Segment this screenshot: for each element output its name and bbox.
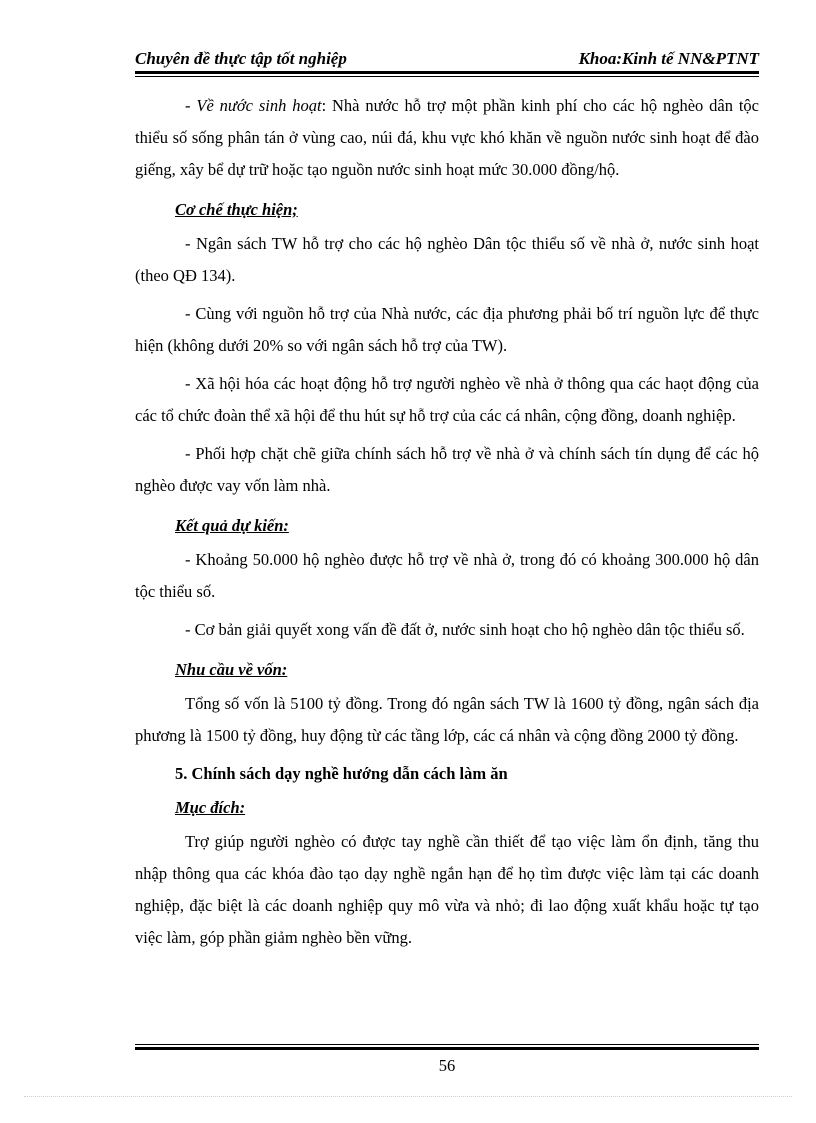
page-header: [135, 49, 759, 71]
paragraph-results-land-water: - Cơ bản giải quyết xong vấn đề đất ở, nước sinh hoạt cho hộ nghèo dân tộc thiểu số.: [185, 620, 745, 639]
paragraph-socialization: - Xã hội hóa các hoạt động hỗ trợ người nghèo về nhà ở thông qua các haọt động của các tổ chức đoàn thể xã hội để thu hút sự hỗ trợ của các cá nhân, cộng đồng, doanh nghiệp.: [135, 374, 759, 425]
paragraph-water-support: [135, 90, 759, 186]
page-bottom-dotted-border: [24, 1096, 792, 1097]
paragraph-capital-total: Tổng số vốn là 5100 tỷ đồng. Trong đó ngân sách TW là 1600 tỷ đồng, ngân sách địa phương là 1500 tỷ đồng, huy động từ các tầng lớp, các cá nhân và cộng đồng 2000 tỷ đồng.: [135, 694, 759, 745]
footer-rule-thick: [135, 1047, 759, 1050]
header-rule-thick: [135, 71, 759, 74]
header-left-title: Chuyên đề thực tập tốt nghiệp: [135, 49, 347, 68]
page-number: 56: [438, 1056, 456, 1075]
footer-rule-thin: [135, 1044, 759, 1045]
header-rule-thin: [135, 76, 759, 77]
paragraph-purpose: Trợ giúp người nghèo có được tay nghề cần thiết để tạo việc làm ổn định, tăng thu nhập thông qua các khóa đào tạo dạy nghề ngắn hạn để họ tìm được việc làm tại các doanh nghiệp, đặc biệt là các doanh nghiệp quy mô vừa và nhỏ; đi lao động xuất khẩu hoặc tự tạo việc làm, góp phần giảm nghèo bền vững.: [135, 832, 759, 947]
heading-capital-needs: Nhu cầu về vốn:: [175, 660, 288, 679]
paragraph-results-housing: - Khoảng 50.000 hộ nghèo được hỗ trợ về nhà ở, trong đó có khoảng 300.000 hộ dân tộc thiểu số.: [135, 550, 759, 601]
paragraph-coordination: - Phối hợp chặt chẽ giữa chính sách hỗ trợ về nhà ở và chính sách tín dụng để các hộ nghèo được vay vốn làm nhà.: [135, 444, 759, 495]
paragraph-local-resources: - Cùng với nguồn hỗ trợ của Nhà nước, các địa phương phải bố trí nguồn lực để thực hiện (không dưới 20% so với ngân sách hỗ trợ của TW).: [135, 304, 759, 355]
paragraph-text-water: : Nhà nước hỗ trợ một phần kinh phí cho các hộ nghèo dân tộc thiểu số sống phân tán ở vùng cao, núi đá, khu vực khó khăn về nguồn nước sinh hoạt để đào giếng, xây bể dự trữ hoặc tạo nguồn nước sinh hoạt mức 30.000 đồng/hộ.: [135, 96, 759, 179]
section-heading-vocational-policy: 5. Chính sách dạy nghề hướng dẫn cách làm ăn: [175, 764, 508, 783]
heading-expected-results: Kết quả dự kiến:: [175, 516, 289, 535]
heading-purpose: Mục đích:: [175, 798, 246, 817]
heading-implementation-mechanism: Cơ chế thực hiện;: [175, 200, 298, 219]
paragraph-prefix: -: [185, 96, 197, 115]
header-right-department: Khoa:Kinh tế NN&PTNT: [578, 49, 759, 68]
paragraph-label-water: Về nước sinh hoạt: [196, 96, 322, 115]
page-body: [135, 90, 759, 954]
paragraph-central-budget: - Ngân sách TW hỗ trợ cho các hộ nghèo Dân tộc thiểu số về nhà ở, nước sinh hoạt (theo QĐ 134).: [135, 234, 759, 285]
